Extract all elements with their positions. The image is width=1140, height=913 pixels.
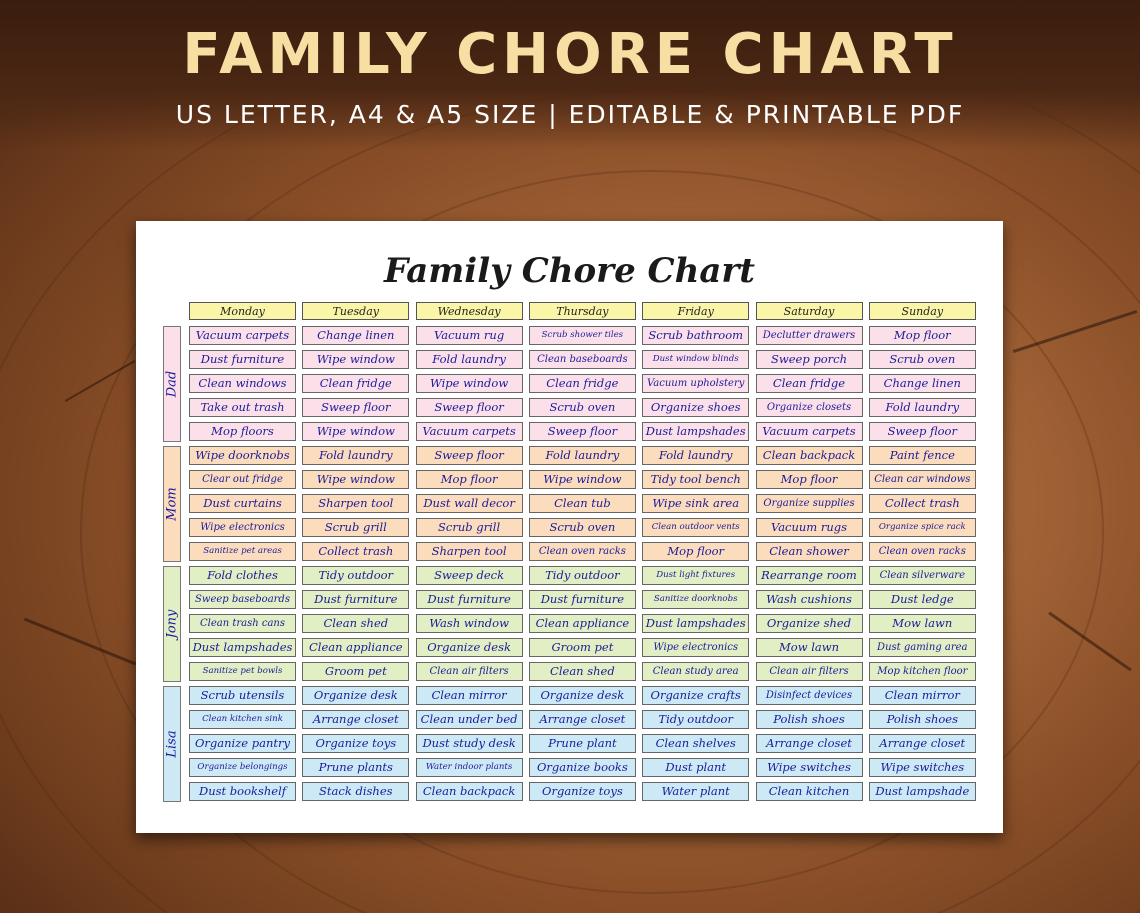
chore-cell[interactable]: Wipe window xyxy=(302,470,409,489)
chore-cell[interactable]: Organize belongings xyxy=(189,758,296,777)
chore-cell[interactable]: Organize desk xyxy=(302,686,409,705)
wood-crack xyxy=(65,360,135,402)
chore-cell[interactable]: Prune plant xyxy=(529,734,636,753)
chore-cell[interactable]: Clean shelves xyxy=(642,734,749,753)
chore-cell[interactable]: Clean study area xyxy=(642,662,749,681)
chore-cell[interactable]: Dust curtains xyxy=(189,494,296,513)
chore-cell[interactable]: Dust ledge xyxy=(869,590,976,609)
chore-cell[interactable]: Dust furniture xyxy=(189,350,296,369)
chore-cell[interactable]: Dust furniture xyxy=(529,590,636,609)
chore-cell[interactable]: Rearrange room xyxy=(756,566,863,585)
chore-cell[interactable]: Clean silverware xyxy=(869,566,976,585)
chore-cell[interactable]: Dust bookshelf xyxy=(189,782,296,801)
chore-cell[interactable]: Organize supplies xyxy=(756,494,863,513)
chore-cell[interactable]: Clear out fridge xyxy=(189,470,296,489)
chore-cell[interactable]: Organize shoes xyxy=(642,398,749,417)
day-header-friday: Friday xyxy=(642,302,749,320)
chore-cell[interactable]: Scrub bathroom xyxy=(642,326,749,345)
chore-cell[interactable]: Scrub shower tiles xyxy=(529,326,636,345)
chore-cell[interactable]: Polish shoes xyxy=(756,710,863,729)
chore-cell[interactable]: Water indoor plants xyxy=(416,758,523,777)
chore-cell[interactable]: Mop floor xyxy=(756,470,863,489)
chore-cell[interactable]: Water plant xyxy=(642,782,749,801)
chore-cell[interactable]: Scrub oven xyxy=(529,398,636,417)
chore-cell[interactable]: Organize pantry xyxy=(189,734,296,753)
chore-cell[interactable]: Stack dishes xyxy=(302,782,409,801)
chore-cell[interactable]: Clean car windows xyxy=(869,470,976,489)
chore-cell[interactable]: Arrange closet xyxy=(756,734,863,753)
chore-cell[interactable]: Sweep floor xyxy=(869,422,976,441)
chore-cell[interactable]: Dust furniture xyxy=(302,590,409,609)
chore-cell[interactable]: Tidy outdoor xyxy=(302,566,409,585)
chore-cell[interactable]: Groom pet xyxy=(302,662,409,681)
chore-cell[interactable]: Dust gaming area xyxy=(869,638,976,657)
chore-cell[interactable]: Change linen xyxy=(869,374,976,393)
day-header-tuesday: Tuesday xyxy=(302,302,409,320)
chore-cell[interactable]: Groom pet xyxy=(529,638,636,657)
day-header-sunday: Sunday xyxy=(869,302,976,320)
chore-cell[interactable]: Clean air filters xyxy=(416,662,523,681)
chore-cell[interactable]: Dust lampshades xyxy=(189,638,296,657)
day-header-saturday: Saturday xyxy=(756,302,863,320)
chore-cell[interactable]: Clean appliance xyxy=(529,614,636,633)
chore-cell[interactable]: Scrub oven xyxy=(869,350,976,369)
chore-cell[interactable]: Wipe electronics xyxy=(189,518,296,537)
person-label-jony xyxy=(163,566,181,682)
chore-cell[interactable]: Clean mirror xyxy=(416,686,523,705)
chore-cell[interactable]: Vacuum rug xyxy=(416,326,523,345)
chore-cell[interactable]: Organize shed xyxy=(756,614,863,633)
chore-cell[interactable]: Clean backpack xyxy=(756,446,863,465)
chore-cell[interactable]: Dust lampshades xyxy=(642,614,749,633)
chore-cell[interactable]: Wipe switches xyxy=(756,758,863,777)
person-name: Jony xyxy=(164,609,180,639)
wood-crack xyxy=(1013,310,1138,353)
day-header-monday: Monday xyxy=(189,302,296,320)
chore-cell[interactable]: Clean backpack xyxy=(416,782,523,801)
chore-cell[interactable]: Mop kitchen floor xyxy=(869,662,976,681)
chore-cell[interactable]: Tidy outdoor xyxy=(529,566,636,585)
chore-cell[interactable]: Dust window blinds xyxy=(642,350,749,369)
chore-cell[interactable]: Sweep floor xyxy=(416,398,523,417)
chore-cell[interactable]: Clean windows xyxy=(189,374,296,393)
chore-cell[interactable]: Wipe window xyxy=(416,374,523,393)
chore-cell[interactable]: Mow lawn xyxy=(756,638,863,657)
chore-cell[interactable]: Clean tub xyxy=(529,494,636,513)
chore-cell[interactable]: Wipe switches xyxy=(869,758,976,777)
chore-cell[interactable]: Scrub oven xyxy=(529,518,636,537)
chore-cell[interactable]: Clean oven racks xyxy=(529,542,636,561)
chore-cell[interactable]: Organize desk xyxy=(529,686,636,705)
chore-cell[interactable]: Fold laundry xyxy=(416,350,523,369)
chore-cell[interactable]: Organize crafts xyxy=(642,686,749,705)
chore-cell[interactable]: Mop floor xyxy=(642,542,749,561)
chore-cell[interactable]: Change linen xyxy=(302,326,409,345)
chore-cell[interactable]: Clean shed xyxy=(302,614,409,633)
chore-cell[interactable]: Wash window xyxy=(416,614,523,633)
day-header-thursday: Thursday xyxy=(529,302,636,320)
person-label-mom xyxy=(163,446,181,562)
chore-cell[interactable]: Dust furniture xyxy=(416,590,523,609)
chore-cell[interactable]: Disinfect devices xyxy=(756,686,863,705)
chore-cell[interactable]: Fold laundry xyxy=(529,446,636,465)
chore-cell[interactable]: Sanitize pet bowls xyxy=(189,662,296,681)
chore-cell[interactable]: Clean baseboards xyxy=(529,350,636,369)
chore-chart-sheet xyxy=(136,221,1003,833)
chore-cell[interactable]: Sweep baseboards xyxy=(189,590,296,609)
chore-cell[interactable]: Vacuum rugs xyxy=(756,518,863,537)
day-header-wednesday: Wednesday xyxy=(416,302,523,320)
chore-cell[interactable]: Organize toys xyxy=(529,782,636,801)
chore-cell[interactable]: Sweep deck xyxy=(416,566,523,585)
chore-cell[interactable]: Clean mirror xyxy=(869,686,976,705)
chore-cell[interactable]: Fold clothes xyxy=(189,566,296,585)
chore-cell[interactable]: Sharpen tool xyxy=(302,494,409,513)
chore-cell[interactable]: Sanitize pet areas xyxy=(189,542,296,561)
sheet-title: Family Chore Chart xyxy=(384,251,755,291)
chore-cell[interactable]: Fold laundry xyxy=(302,446,409,465)
chore-cell[interactable]: Clean under bed xyxy=(416,710,523,729)
chore-cell[interactable]: Collect trash xyxy=(869,494,976,513)
person-label-lisa xyxy=(163,686,181,802)
chore-cell[interactable]: Organize spice rack xyxy=(869,518,976,537)
chore-cell[interactable]: Clean fridge xyxy=(756,374,863,393)
chore-cell[interactable]: Arrange closet xyxy=(529,710,636,729)
header-banner xyxy=(0,0,1140,150)
chore-cell[interactable]: Mop floor xyxy=(869,326,976,345)
chore-cell[interactable]: Sweep floor xyxy=(416,446,523,465)
person-name: Mom xyxy=(164,487,180,521)
chore-cell[interactable]: Vacuum carpets xyxy=(756,422,863,441)
chore-cell[interactable]: Wipe window xyxy=(529,470,636,489)
chore-cell[interactable]: Arrange closet xyxy=(302,710,409,729)
chore-cell[interactable]: Clean air filters xyxy=(756,662,863,681)
chore-cell[interactable]: Tidy tool bench xyxy=(642,470,749,489)
chore-cell[interactable]: Organize closets xyxy=(756,398,863,417)
chore-cell[interactable]: Prune plants xyxy=(302,758,409,777)
chore-cell[interactable]: Fold laundry xyxy=(642,446,749,465)
banner-subtitle: US LETTER, A4 & A5 SIZE | EDITABLE & PRINTABLE PDF xyxy=(175,100,965,129)
chore-cell[interactable]: Arrange closet xyxy=(869,734,976,753)
chore-cell[interactable]: Clean kitchen sink xyxy=(189,710,296,729)
chore-cell[interactable]: Wash cushions xyxy=(756,590,863,609)
chore-cell[interactable]: Dust light fixtures xyxy=(642,566,749,585)
chore-cell[interactable]: Collect trash xyxy=(302,542,409,561)
chore-cell[interactable]: Dust wall decor xyxy=(416,494,523,513)
chore-cell[interactable]: Sweep floor xyxy=(529,422,636,441)
chore-cell[interactable]: Dust study desk xyxy=(416,734,523,753)
chore-cell[interactable]: Organize books xyxy=(529,758,636,777)
chore-cell[interactable]: Wipe window xyxy=(302,350,409,369)
chore-cell[interactable]: Mow lawn xyxy=(869,614,976,633)
chore-cell[interactable]: Clean outdoor vents xyxy=(642,518,749,537)
chore-cell[interactable]: Wipe electronics xyxy=(642,638,749,657)
chore-cell[interactable]: Clean fridge xyxy=(302,374,409,393)
chore-cell[interactable]: Declutter drawers xyxy=(756,326,863,345)
chore-cell[interactable]: Vacuum carpets xyxy=(189,326,296,345)
chore-cell[interactable]: Wipe doorknobs xyxy=(189,446,296,465)
chore-cell[interactable]: Sharpen tool xyxy=(416,542,523,561)
person-label-dad xyxy=(163,326,181,442)
chore-cell[interactable]: Organize toys xyxy=(302,734,409,753)
chore-cell[interactable]: Scrub grill xyxy=(302,518,409,537)
wood-crack xyxy=(1048,612,1132,672)
banner-title: FAMILY CHORE CHART xyxy=(182,22,958,87)
chore-cell[interactable]: Clean oven racks xyxy=(869,542,976,561)
person-name: Lisa xyxy=(164,730,180,758)
chore-cell[interactable]: Clean shed xyxy=(529,662,636,681)
chore-cell[interactable]: Dust plant xyxy=(642,758,749,777)
chore-cell[interactable]: Mop floors xyxy=(189,422,296,441)
chore-cell[interactable]: Sweep floor xyxy=(302,398,409,417)
chore-cell[interactable]: Vacuum carpets xyxy=(416,422,523,441)
chore-cell[interactable]: Clean kitchen xyxy=(756,782,863,801)
person-name: Dad xyxy=(164,370,180,398)
chore-cell[interactable]: Wipe window xyxy=(302,422,409,441)
chore-cell[interactable]: Organize desk xyxy=(416,638,523,657)
chore-cell[interactable]: Dust lampshades xyxy=(642,422,749,441)
chore-cell[interactable]: Polish shoes xyxy=(869,710,976,729)
chore-cell[interactable]: Tidy outdoor xyxy=(642,710,749,729)
chore-cell[interactable]: Scrub utensils xyxy=(189,686,296,705)
chore-cell[interactable]: Scrub grill xyxy=(416,518,523,537)
chore-cell[interactable]: Clean shower xyxy=(756,542,863,561)
wood-crack xyxy=(24,618,136,666)
chore-cell[interactable]: Mop floor xyxy=(416,470,523,489)
chore-cell[interactable]: Sweep porch xyxy=(756,350,863,369)
chore-cell[interactable]: Vacuum upholstery xyxy=(642,374,749,393)
chore-cell[interactable]: Clean trash cans xyxy=(189,614,296,633)
chore-cell[interactable]: Fold laundry xyxy=(869,398,976,417)
chore-cell[interactable]: Sanitize doorknobs xyxy=(642,590,749,609)
chore-cell[interactable]: Dust lampshade xyxy=(869,782,976,801)
chore-cell[interactable]: Take out trash xyxy=(189,398,296,417)
chore-cell[interactable]: Clean fridge xyxy=(529,374,636,393)
chore-cell[interactable]: Paint fence xyxy=(869,446,976,465)
chore-cell[interactable]: Wipe sink area xyxy=(642,494,749,513)
chore-cell[interactable]: Clean appliance xyxy=(302,638,409,657)
